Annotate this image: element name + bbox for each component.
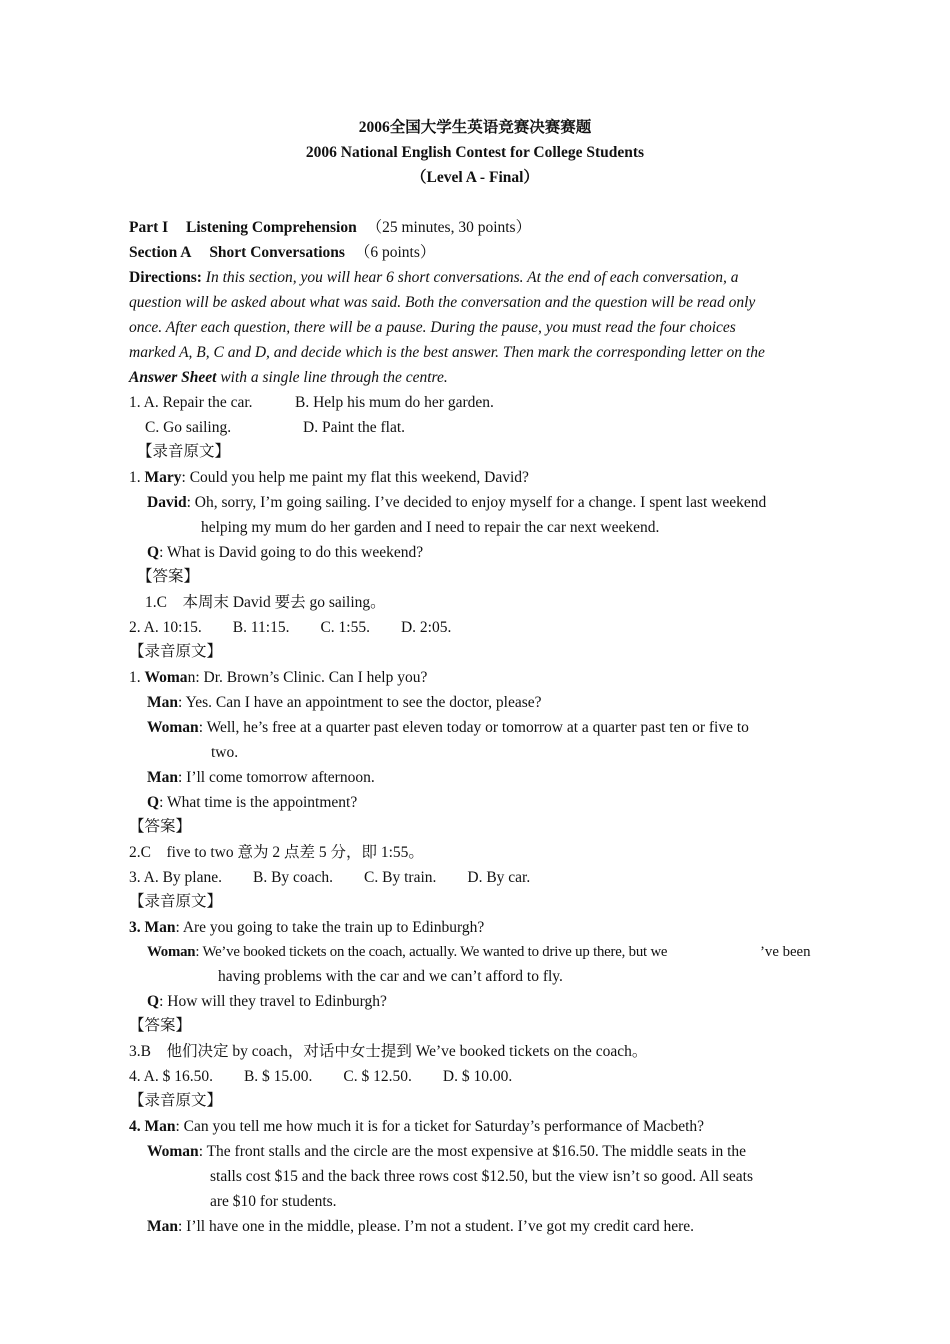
q2-question: Q: What time is the appointment? xyxy=(147,794,358,811)
q3-script-line-1: 3. Man: Are you going to take the train up to Edinburgh? xyxy=(129,919,485,936)
q2-script-line-4: Man: I’ll come tomorrow afternoon. xyxy=(147,769,375,786)
section-heading xyxy=(129,243,435,263)
q3-answer: 3.B 他们决定 by coach，对话中女士提到 We’ve booked tickets on the coach。 xyxy=(129,1043,648,1060)
q1-answer-header: 【答案】 xyxy=(137,568,200,585)
q3-script-header: 【录音原文】 xyxy=(129,893,223,910)
q4-script-line-3: Man: I’ll have one in the middle, please. I’m not a student. I’ve got my credit card here. xyxy=(147,1218,695,1235)
q1-options-row-1: 1. A. Repair the car. B. Help his mum do her garden. xyxy=(129,394,494,411)
q3-script-line-2-cont: having problems with the car and we can’t afford to fly. xyxy=(218,968,563,985)
directions-line-3: once. After each question, there will be a pause. During the pause, you must read the four choices xyxy=(129,319,736,336)
directions-label: Directions: xyxy=(129,269,202,286)
q4-script-header: 【录音原文】 xyxy=(129,1092,223,1109)
q1-question: Q: What is David going to do this weekend? xyxy=(147,544,424,561)
part-label: Part I xyxy=(129,219,169,236)
q1-script-line-david: David: Oh, sorry, I’m going sailing. I’ve decided to enjoy myself for a change. I spent last weekend xyxy=(147,494,767,511)
title-english: 2006 National English Contest for College Students xyxy=(305,144,645,161)
q2-script-line-3-cont: two. xyxy=(211,744,239,761)
q2-script-line-3: Woman: Well, he’s free at a quarter past eleven today or tomorrow at a quarter past ten or five to xyxy=(147,719,749,736)
q2-script-line-1: 1. Woman: Dr. Brown’s Clinic. Can I help you? xyxy=(129,669,428,686)
q3-script-line-2-tail: ’ve been xyxy=(760,944,811,960)
part-meta: （25 minutes, 30 points） xyxy=(366,219,532,236)
q3-options: 3. A. By plane. B. By coach. C. By train. D. By car. xyxy=(129,869,531,886)
q3-question: Q: How will they travel to Edinburgh? xyxy=(147,993,387,1010)
q2-script-line-2: Man: Yes. Can I have an appointment to see the doctor, please? xyxy=(147,694,542,711)
directions-line-2: question will be asked about what was said. Both the conversation and the question will be read only xyxy=(129,294,756,311)
q2-answer-header: 【答案】 xyxy=(129,818,192,835)
q1-script-line-david-cont: helping my mum do her garden and I need to repair the car next weekend. xyxy=(201,519,660,536)
answer-sheet-term: Answer Sheet xyxy=(129,369,217,386)
q1-script-line-mary: 1. Mary: Could you help me paint my flat this weekend, David? xyxy=(129,469,529,486)
q1-options-row-2: C. Go sailing. D. Paint the flat. xyxy=(145,419,406,436)
section-meta: （6 points） xyxy=(354,244,436,261)
q3-answer-header: 【答案】 xyxy=(129,1017,192,1034)
q3-script-line-2: Woman: We’ve booked tickets on the coach, actually. We wanted to drive up there, but we xyxy=(147,944,668,960)
q2-options: 2. A. 10:15. B. 11:15. C. 1:55. D. 2:05. xyxy=(129,619,452,636)
q2-answer: 2.C five to two 意为 2 点差 5 分，即 1:55。 xyxy=(129,844,424,861)
q4-script-line-2-cont-1: stalls cost $15 and the back three rows cost $12.50, but the view isn’t so good. All seats xyxy=(210,1168,753,1185)
section-label: Section A xyxy=(129,244,192,261)
q4-script-line-2-cont-2: are $10 for students. xyxy=(210,1193,337,1210)
q4-options: 4. A. $ 16.50. B. $ 15.00. C. $ 12.50. D. $ 10.00. xyxy=(129,1068,513,1085)
directions-line-5: Answer Sheet with a single line through the centre. xyxy=(129,369,448,386)
section-name: Short Conversations xyxy=(209,244,345,261)
part-name: Listening Comprehension xyxy=(186,219,357,236)
directions-line-4: marked A, B, C and D, and decide which is the best answer. Then mark the corresponding letter on the xyxy=(129,344,765,361)
q2-script-header: 【录音原文】 xyxy=(129,643,223,660)
title-level: （Level A - Final） xyxy=(411,169,539,186)
q4-script-line-1: 4. Man: Can you tell me how much it is for a ticket for Saturday’s performance of Macbeth? xyxy=(129,1118,705,1135)
q1-script-header: 【录音原文】 xyxy=(137,443,231,460)
q1-answer: 1.C 本周末 David 要去 go sailing。 xyxy=(145,594,386,611)
q4-script-line-2: Woman: The front stalls and the circle are the most expensive at $16.50. The middle seats in the xyxy=(147,1143,747,1160)
directions-line-1: Directions: In this section, you will hear 6 short conversations. At the end of each conversation, a xyxy=(129,269,739,286)
part-heading xyxy=(129,218,531,238)
title-chinese: 2006全国大学生英语竞赛决赛赛题 xyxy=(358,119,592,136)
